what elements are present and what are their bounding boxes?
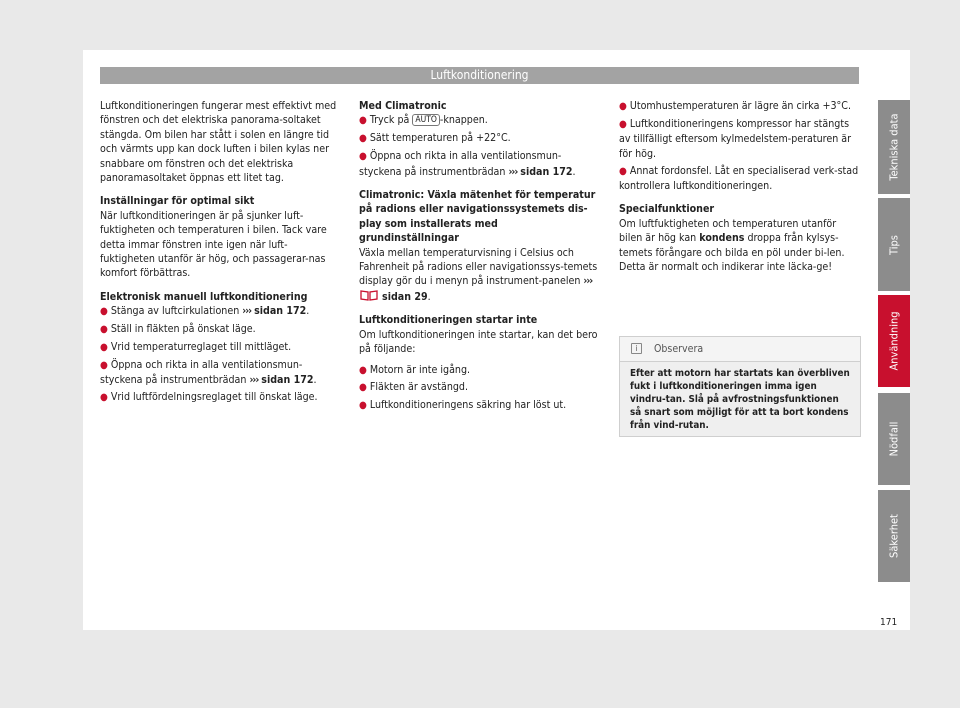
link-arrow-icon: ››› bbox=[583, 275, 593, 288]
link-arrow-icon: ››› bbox=[249, 374, 259, 387]
bullet-icon: ● bbox=[100, 306, 108, 318]
list-item: ● Luftkonditioneringens säkring har löst ut. bbox=[359, 399, 567, 412]
tab-tekniska-data[interactable]: Tekniska data bbox=[878, 100, 910, 194]
bullet-icon: ● bbox=[100, 324, 108, 336]
list-item: ● Öppna och rikta in alla ventilationsmun-styckena på instrumentbrädan ››› sidan 172. bbox=[359, 150, 576, 178]
link-arrow-icon: ››› bbox=[242, 305, 252, 318]
tab-anvandning[interactable]: Användning bbox=[878, 295, 910, 387]
list-item: ● Vrid temperaturreglaget till mittläget. bbox=[100, 341, 292, 354]
note-title: Observera bbox=[654, 343, 704, 355]
note-box bbox=[619, 336, 861, 437]
list-item: ● Ställ in fläkten på önskat läge. bbox=[100, 323, 256, 336]
list-item: ● Vrid luftfördelningsreglaget till önskat läge. bbox=[100, 391, 318, 404]
paragraph-startar-inte: Om luftkonditioneringen inte startar, kan det bero på följande: bbox=[359, 328, 598, 356]
list-item: ● Tryck på AUTO -knappen. bbox=[359, 114, 488, 127]
column-middle bbox=[359, 99, 601, 416]
bullet-icon: ● bbox=[619, 165, 627, 177]
book-reference-icon bbox=[359, 289, 379, 301]
list-item: ● Öppna och rikta in alla ventilationsmun-styckena på instrumentbrädan ››› sidan 172. bbox=[100, 359, 317, 387]
bullet-icon: ● bbox=[619, 101, 627, 112]
heading-specialfunktioner: Specialfunktioner bbox=[619, 203, 715, 216]
bullet-icon: ● bbox=[359, 133, 367, 145]
bullet-icon: ● bbox=[359, 382, 367, 394]
list-item: ● Stänga av luftcirkulationen ››› sidan 172. bbox=[100, 305, 310, 318]
list-item: ● Annat fordonsfel. Låt en specialiserad verk-stad kontrollera luftkonditioneringen. bbox=[619, 164, 859, 193]
heading-vaxla-matenhet: Climatronic: Växla mätenhet för temperatur på radions eller navigationssystemets dis-play som installerats med grundinställningar bbox=[359, 189, 596, 245]
bullet-icon: ● bbox=[100, 342, 108, 354]
heading-manuell: Elektronisk manuell luftkonditionering bbox=[100, 290, 308, 303]
bullet-icon: ● bbox=[359, 400, 367, 412]
info-icon: i bbox=[631, 343, 642, 354]
note-body: Efter att motorn har startats kan överbliven fukt i luftkonditioneringen imma igen vindru-tan. Slå på avfrostningsfunktionen så snart som möjligt för att ta bort kondens från vind-rutan. bbox=[630, 368, 850, 431]
list-item: ● Fläkten är avstängd. bbox=[359, 381, 468, 394]
column-right bbox=[619, 99, 859, 283]
tab-nodfall[interactable]: Nödfall bbox=[878, 393, 910, 485]
list-item: ● Luftkonditioneringens kompressor har stängts av tillfälligt eftersom kylmedelstem-peraturen är för hög. bbox=[619, 117, 852, 160]
list-item: ● Utomhustemperaturen är lägre än cirka +3°C. bbox=[619, 100, 851, 112]
heading-optimal-sikt: Inställningar för optimal sikt bbox=[100, 195, 255, 208]
note-header bbox=[620, 337, 860, 362]
bullet-icon: ● bbox=[359, 115, 367, 127]
auto-key-icon: AUTO bbox=[412, 114, 440, 126]
bullet-icon: ● bbox=[100, 360, 108, 371]
page-link[interactable]: sidan 172 bbox=[261, 374, 314, 387]
paragraph-vaxla: Växla mellan temperaturvisning i Celsius och Fahrenheit på radions eller navigationssys-temets display gör du i menyn på instrument-panelen ››› sidan 29. bbox=[359, 246, 598, 303]
page-header: Luftkonditionering bbox=[100, 67, 859, 84]
tab-sakerhet[interactable]: Säkerhet bbox=[878, 490, 910, 582]
page-link[interactable]: sidan 172 bbox=[254, 305, 307, 318]
paragraph-specialfunktioner: Om luftfuktigheten och temperaturen utanför bilen är hög kan kondens droppa från kylsys-temets förångare och bilda en pöl under bi-len. Detta är normalt och indikerar inte läcka-ge! bbox=[619, 217, 845, 274]
page-link[interactable]: sidan 172 bbox=[520, 165, 573, 178]
heading-startar-inte: Luftkonditioneringen startar inte bbox=[359, 314, 538, 327]
column-left bbox=[100, 99, 340, 408]
bullet-icon: ● bbox=[100, 392, 108, 404]
intro-paragraph: Luftkonditioneringen fungerar mest effektivt med fönstren och det elektriska panorama-soltaket stängda. Om bilen har stått i solen en längre tid och värmts upp kan dock luften i bilen kylas ner snabbare om fönstren och det elektriska panoramasoltaket öppnas ett litet tag. bbox=[100, 100, 337, 185]
bullet-icon: ● bbox=[359, 364, 367, 376]
tab-tips[interactable]: Tips bbox=[878, 198, 910, 291]
bullet-icon: ● bbox=[359, 151, 367, 163]
paragraph-optimal-sikt: När luftkonditioneringen är på sjunker luft-fuktigheten och temperaturen i bilen. Tack vare detta immar fönstren inte igen när luft-fuktigheten utanför är hög, och passagerar-nas komfort förbättras. bbox=[100, 209, 327, 280]
bullet-icon: ● bbox=[619, 118, 627, 130]
list-item: ● Sätt temperaturen på +22°C. bbox=[359, 132, 511, 145]
link-arrow-icon: ››› bbox=[508, 165, 518, 178]
list-item: ● Motorn är inte igång. bbox=[359, 363, 471, 376]
page-number: 171 bbox=[880, 617, 898, 628]
page-link[interactable]: sidan 29 bbox=[382, 290, 428, 303]
heading-climatronic: Med Climatronic bbox=[359, 100, 447, 112]
